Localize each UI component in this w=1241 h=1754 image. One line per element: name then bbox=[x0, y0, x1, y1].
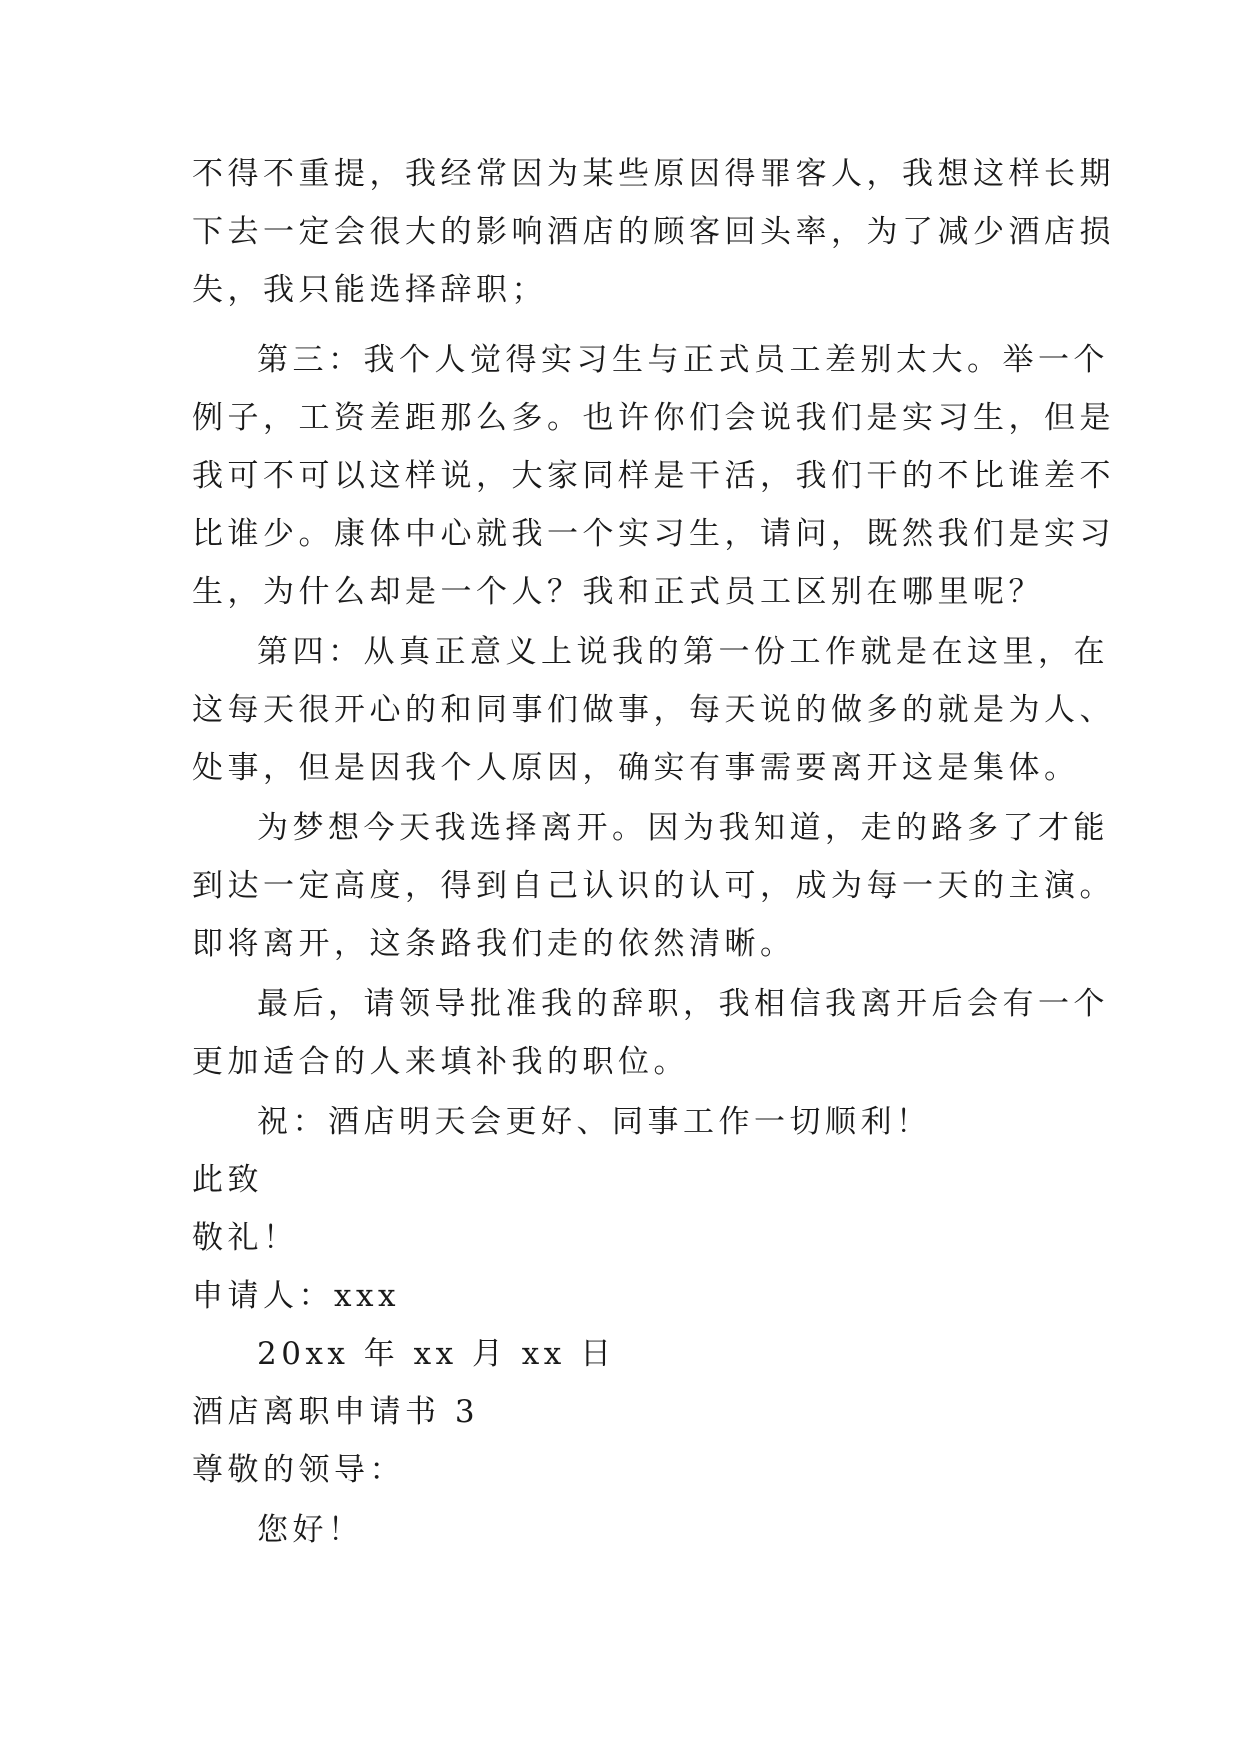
paragraph-start-line: 第三：我个人觉得实习生与正式员工差别太大。举一个 bbox=[257, 342, 1109, 378]
body-line: 处事，但是因我个人原因，确实有事需要离开这是集体。 bbox=[192, 750, 1080, 786]
body-line: 即将离开，这条路我们走的依然清晰。 bbox=[192, 926, 796, 962]
date-line: 20xx 年 xx 月 xx 日 bbox=[257, 1336, 616, 1372]
body-line: 比谁少。康体中心就我一个实习生，请问，既然我们是实习 bbox=[192, 516, 1115, 552]
body-line: 这每天很开心的和同事们做事，每天说的做多的就是为人、 bbox=[192, 692, 1115, 728]
hello-line: 您好！ bbox=[257, 1512, 364, 1548]
salutation-jing-li: 敬礼！ bbox=[192, 1220, 299, 1256]
body-line: 例子，工资差距那么多。也许你们会说我们是实习生，但是 bbox=[192, 400, 1115, 436]
paragraph-start-line: 为梦想今天我选择离开。因为我知道，走的路多了才能 bbox=[257, 810, 1109, 846]
body-line: 失，我只能选择辞职； bbox=[192, 272, 547, 308]
closing-wish: 祝：酒店明天会更好、同事工作一切顺利！ bbox=[257, 1104, 932, 1140]
body-line: 我可不可以这样说，大家同样是干活，我们干的不比谁差不 bbox=[192, 458, 1115, 494]
section-title: 酒店离职申请书 3 bbox=[192, 1394, 480, 1430]
body-line: 更加适合的人来填补我的职位。 bbox=[192, 1044, 689, 1080]
greeting-line: 尊敬的领导： bbox=[192, 1452, 405, 1488]
salutation-ci-zhi: 此致 bbox=[192, 1162, 263, 1198]
body-line: 到达一定高度，得到自己认识的认可，成为每一天的主演。 bbox=[192, 868, 1115, 904]
body-line: 下去一定会很大的影响酒店的顾客回头率，为了减少酒店损 bbox=[192, 214, 1115, 250]
body-line: 生，为什么却是一个人？我和正式员工区别在哪里呢？ bbox=[192, 574, 1044, 610]
body-line: 不得不重提，我经常因为某些原因得罪客人，我想这样长期 bbox=[192, 156, 1115, 192]
applicant-line: 申请人：xxx bbox=[192, 1278, 400, 1314]
paragraph-start-line: 第四：从真正意义上说我的第一份工作就是在这里，在 bbox=[257, 634, 1109, 670]
paragraph-start-line: 最后，请领导批准我的辞职，我相信我离开后会有一个 bbox=[257, 986, 1109, 1022]
